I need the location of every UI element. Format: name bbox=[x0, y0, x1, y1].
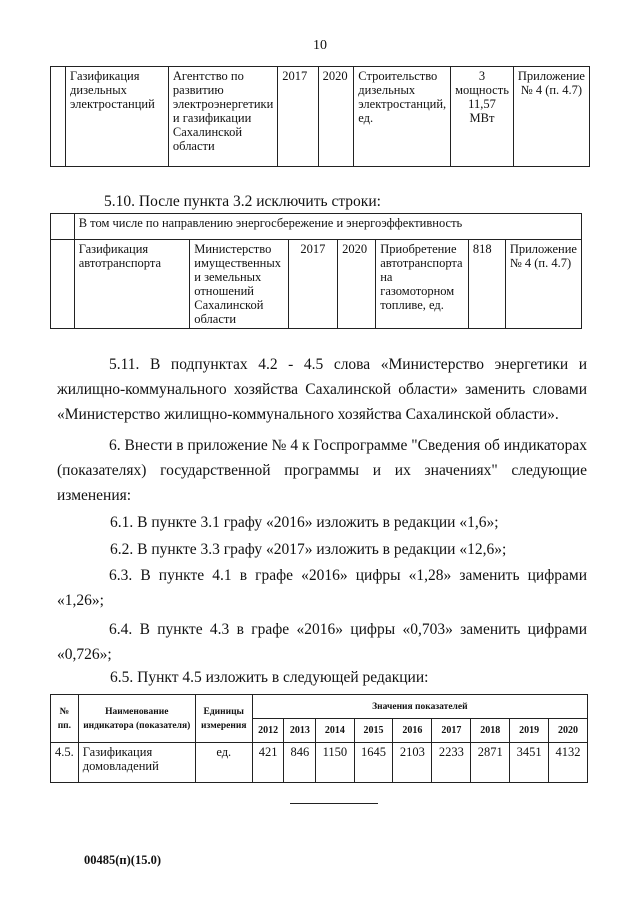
table-row bbox=[51, 214, 582, 240]
cell-end-year: 2020 bbox=[318, 67, 354, 167]
year-2014: 2014 bbox=[316, 719, 354, 743]
cell-value-2014: 1150 bbox=[316, 743, 354, 783]
cell-value-2016: 2103 bbox=[393, 743, 432, 783]
year-2018: 2018 bbox=[471, 719, 510, 743]
page-number: 10 bbox=[313, 38, 327, 53]
paragraph-6: 6. Внести в приложение № 4 к Госпрограмме "Сведения об индикаторах (показателях) государственной программы и их значениях" следующие изменения: bbox=[57, 437, 587, 504]
year-2017: 2017 bbox=[432, 719, 471, 743]
paragraph-5-10: 5.10. После пункта 3.2 исключить строки: bbox=[104, 193, 381, 210]
table-removed-rows bbox=[50, 213, 582, 329]
header-name: Наименование индикатора (показателя) bbox=[78, 695, 195, 743]
year-2012: 2012 bbox=[252, 719, 284, 743]
footer-code: 00485(п)(15.0) bbox=[84, 853, 161, 867]
paragraph-6-4: 6.4. В пункте 4.3 в графе «2016» цифры «0,703» заменить цифрами «0,726»; bbox=[57, 621, 587, 663]
year-2020: 2020 bbox=[549, 719, 588, 743]
cell-value-2020: 4132 bbox=[549, 743, 588, 783]
cell-activity: Газификация дизельных электростанций bbox=[66, 67, 169, 167]
cell-start-year: 2017 bbox=[288, 240, 338, 329]
table-row bbox=[51, 67, 590, 167]
cell-start-year: 2017 bbox=[278, 67, 318, 167]
cell-executor: Агентство по развитию электроэнергетики и газификации Сахалинской области bbox=[168, 67, 277, 167]
cell-capacity: 3 мощность 11,57 МВт bbox=[451, 67, 514, 167]
cell-value-2012: 421 bbox=[252, 743, 284, 783]
section-header: В том числе по направлению энергосбережение и энергоэффективность bbox=[74, 214, 581, 240]
paragraph-5-11: 5.11. В подпунктах 4.2 - 4.5 слова «Министерство энергетики и жилищно-коммунального хозяйства Сахалинской области» заменить словами «Министерство жилищно-коммунального хозяйства Сахалинской области». bbox=[57, 356, 587, 423]
table-row bbox=[51, 240, 582, 329]
paragraph-6-3: 6.3. В пункте 4.1 в графе «2016» цифры «1,28» заменить цифрами «1,26»; bbox=[57, 567, 587, 609]
year-2019: 2019 bbox=[510, 719, 549, 743]
cell-executor: Министерство имущественных и земельных отношений Сахалинской области bbox=[190, 240, 288, 329]
header-num: № пп. bbox=[51, 695, 79, 743]
cell-value-2013: 846 bbox=[284, 743, 316, 783]
table-row bbox=[51, 743, 588, 783]
cell-activity: Газификация автотранспорта bbox=[74, 240, 190, 329]
cell-value-2018: 2871 bbox=[471, 743, 510, 783]
indicator-table bbox=[50, 694, 588, 783]
cell-appendix: Приложение № 4 (п. 4.7) bbox=[513, 67, 589, 167]
cell-appendix: Приложение № 4 (п. 4.7) bbox=[505, 240, 581, 329]
header-values: Значения показателей bbox=[252, 695, 587, 719]
paragraph-6-2: 6.2. В пункте 3.3 графу «2017» изложить в редакции «12,6»; bbox=[110, 541, 507, 558]
year-2016: 2016 bbox=[393, 719, 432, 743]
header-unit: Единицы измерения bbox=[195, 695, 252, 743]
year-2015: 2015 bbox=[354, 719, 393, 743]
table-header-row bbox=[51, 695, 588, 719]
year-2013: 2013 bbox=[284, 719, 316, 743]
cell-result: Строительство дизельных электростанций, ед. bbox=[354, 67, 451, 167]
table-continued bbox=[50, 66, 590, 167]
cell-name: Газификация домовладений bbox=[78, 743, 195, 783]
cell-num: 4.5. bbox=[51, 743, 79, 783]
paragraph-6-1: 6.1. В пункте 3.1 графу «2016» изложить в редакции «1,6»; bbox=[110, 514, 499, 531]
cell-value-2019: 3451 bbox=[510, 743, 549, 783]
cell-value-2015: 1645 bbox=[354, 743, 393, 783]
paragraph-6-5: 6.5. Пункт 4.5 изложить в следующей редакции: bbox=[110, 669, 429, 686]
cell-end-year: 2020 bbox=[338, 240, 376, 329]
cell-unit: ед. bbox=[195, 743, 252, 783]
cell-count: 818 bbox=[468, 240, 505, 329]
cell-value-2017: 2233 bbox=[432, 743, 471, 783]
cell-result: Приобретение автотранспорта на газомоторном топливе, ед. bbox=[376, 240, 469, 329]
separator-line bbox=[290, 803, 378, 804]
